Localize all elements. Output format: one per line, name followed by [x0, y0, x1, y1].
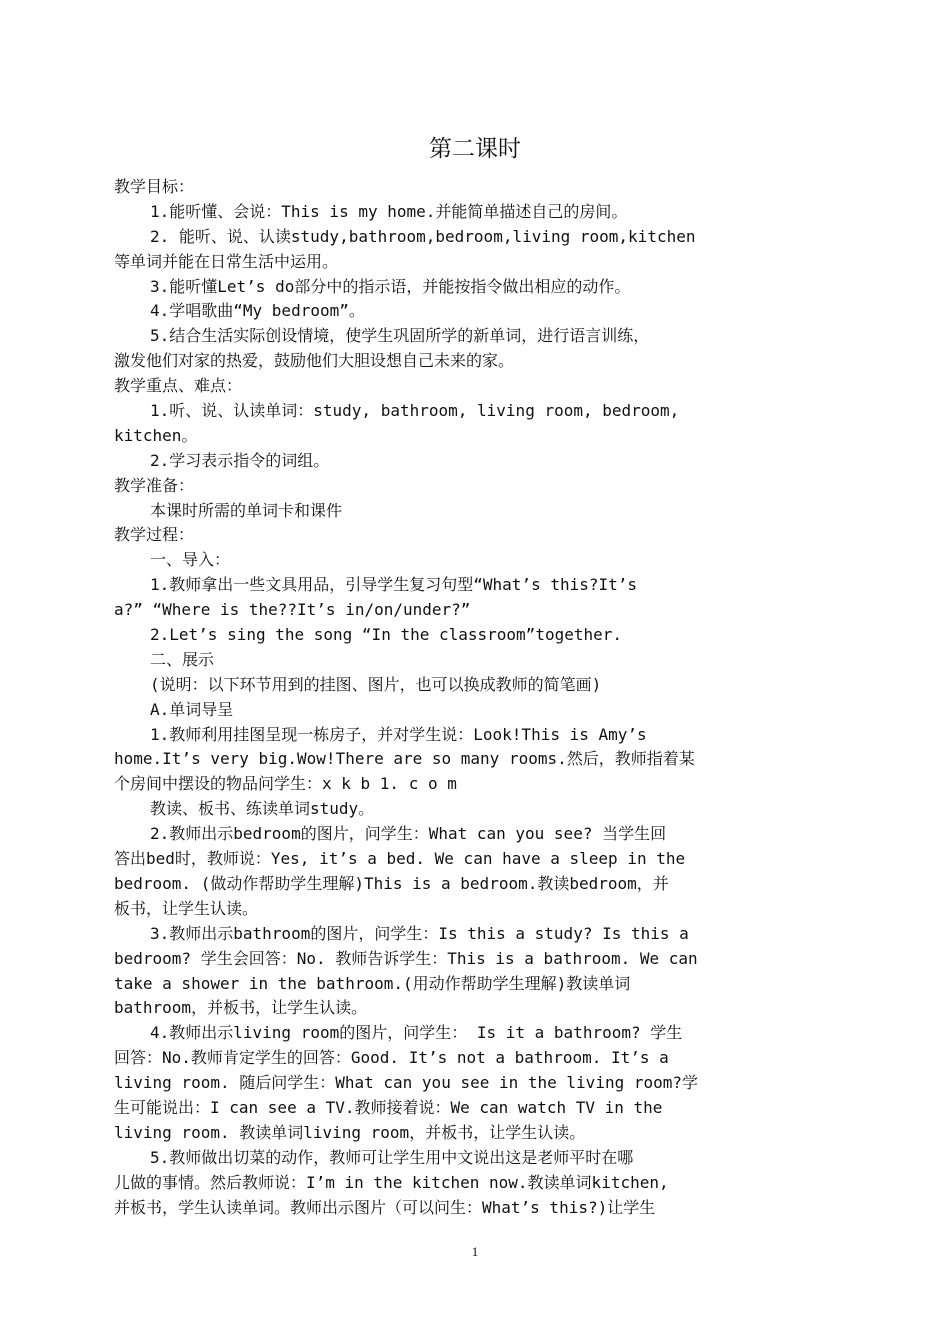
text-line: bathroom，并板书，让学生认读。 [114, 998, 368, 1018]
text-line: 教学目标： [114, 177, 195, 196]
text-line: 个房间中摆设的物品问学生：x k b 1. c o m [114, 774, 457, 794]
text-line: 5.结合生活实际创设情境，使学生巩固所学的新单词，进行语言训练， [150, 326, 650, 346]
text-line: 3.能听懂Let’s do部分中的指示语，并能按指令做出相应的动作。 [150, 276, 631, 296]
text-line: 3.教师出示bathroom的图片，问学生：Is this a study? Is this a [150, 923, 689, 943]
text-line: 回答：No.教师肯定学生的回答：Good. It’s not a bathroom. It’s a [114, 1048, 669, 1068]
text-line: 本课时所需的单词卡和课件 [150, 500, 343, 520]
text-line: 1.听、说、认读单词：study, bathroom, living room, bedroom, [150, 401, 680, 421]
text-line: 教学准备： [114, 475, 195, 495]
text-line: 教读、板书、练读单词study。 [150, 799, 375, 819]
text-line: 1.教师拿出一些文具用品，引导学生复习句型“What’s this?It’s [150, 575, 638, 595]
text-line: 二、展示 [150, 649, 215, 669]
text-line: 答出bed时，教师说：Yes, it’s a bed. We can have a sleep in the [114, 849, 686, 869]
text-line: 激发他们对家的热爱，鼓励他们大胆设想自己未来的家。 [114, 351, 515, 371]
text-line: bedroom. (做动作帮助学生理解)This is a bedroom.教读bedroom，并 [114, 873, 669, 893]
page-number: 1 [471, 1244, 479, 1259]
text-line: home.It’s very big.Wow!There are so many rooms.然后，教师指着某 [114, 749, 695, 769]
text-line: 4.学唱歌曲“My bedroom”。 [150, 301, 365, 321]
text-line: 板书，让学生认读。 [114, 898, 259, 918]
text-line: a?” “Where is the??It’s in/on/under?” [114, 600, 471, 620]
text-line: 教学重点、难点： [114, 376, 243, 396]
text-line: 2.学习表示指令的词组。 [150, 450, 330, 470]
text-line: 教学过程： [114, 525, 195, 545]
text-line: A.单词导呈 [150, 699, 234, 719]
text-line: 等单词并能在日常生活中运用。 [114, 251, 339, 271]
page-title: 第二课时 [429, 136, 521, 162]
text-line: 1.教师利用挂图呈现一栋房子，并对学生说：Look!This is Amy’s [150, 724, 647, 744]
text-line: 2.教师出示bedroom的图片，问学生：What can you see? 当学生回 [150, 824, 667, 844]
text-line: 生可能说出：I can see a TV.教师接着说：We can watch TV in the [114, 1097, 663, 1117]
text-line: 儿做的事情。然后教师说：I’m in the kitchen now.教读单词kitchen, [114, 1172, 669, 1192]
text-line: living room. 教读单词living room，并板书，让学生认读。 [114, 1122, 586, 1142]
text-line: 2.Let’s sing the song “In the classroom”together. [150, 625, 623, 645]
text-line: 4.教师出示living room的图片，问学生： Is it a bathroom? 学生 [150, 1023, 683, 1043]
text-line: take a shower in the bathroom.(用动作帮助学生理解)教读单词 [114, 973, 631, 993]
text-line: 2. 能听、说、认读study,bathroom,bedroom,living room,kitchen [150, 226, 696, 246]
text-line: bedroom? 学生会回答：No. 教师告诉学生：This is a bathroom. We can [114, 948, 698, 968]
text-line: (说明：以下环节用到的挂图、图片，也可以换成教师的简笔画) [150, 674, 602, 694]
text-line: 并板书，学生认读单词。教师出示图片（可以问生：What’s this?)让学生 [114, 1197, 656, 1217]
text-line: 1.能听懂、会说：This is my home.并能简单描述自己的房间。 [150, 201, 628, 221]
text-line: living room. 随后问学生：What can you see in the living room?学 [114, 1073, 699, 1093]
text-line: 一、导入： [150, 550, 231, 570]
text-line: kitchen。 [114, 425, 198, 445]
document-body [114, 175, 732, 1220]
text-line: 5.教师做出切菜的动作，教师可让学生用中文说出这是老师平时在哪 [150, 1147, 634, 1167]
